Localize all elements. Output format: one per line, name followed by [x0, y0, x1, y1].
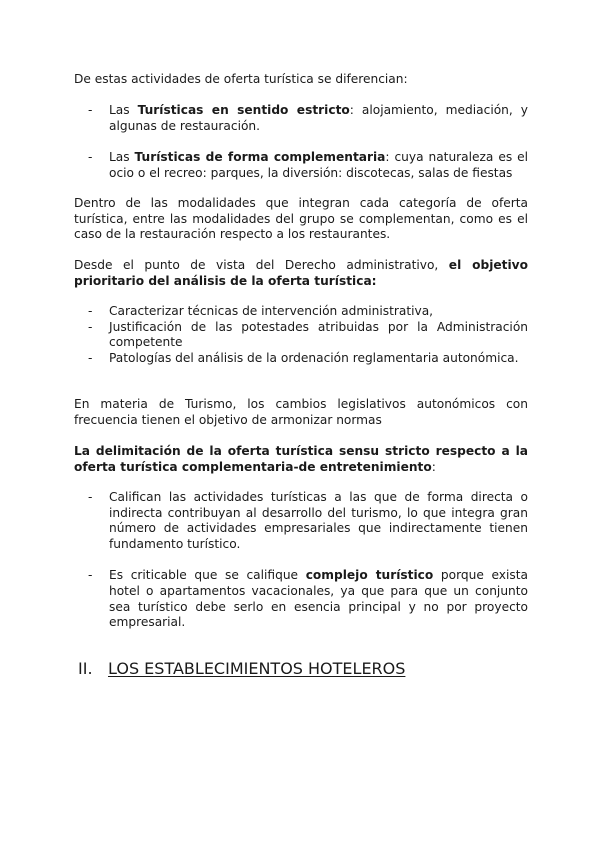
section-heading [78, 659, 405, 679]
objectives-list [88, 304, 528, 366]
list-item: - Patologías del análisis de la ordenación reglamentaria autonómica. [88, 351, 528, 367]
delimitation-list [88, 490, 528, 631]
list-item: - Las Turísticas en sentido estricto: alojamiento, mediación, y algunas de restauración. [88, 103, 528, 134]
section-title: LOS ESTABLECIMIENTOS HOTELEROS [108, 659, 406, 678]
section-number: II. [78, 659, 93, 678]
list-item: - Justificación de las potestades atribuidas por la Administración competente [88, 320, 528, 351]
list-item: - Califican las actividades turísticas a las que de forma directa o indirecta contribuyan al desarrollo del turismo, lo que integra gran número de actividades empresariales que indirectamente tienen fundamento turístico. [88, 490, 528, 552]
intro-paragraph: De estas actividades de oferta turística se diferencian: [74, 72, 408, 86]
list-item: - Caracterizar técnicas de intervención administrativa, [88, 304, 528, 320]
list-item: - Es criticable que se califique complejo turístico porque exista hotel o apartamentos vacacionales, ya que para que un conjunto sea turístico debe serlo en esencia principal y no por proyecto empresarial. [88, 568, 528, 630]
modalities-paragraph: Dentro de las modalidades que integran cada categoría de oferta turística, entre las modalidades del grupo se complementan, como es el caso de la restauración respecto a los restaurantes. [74, 196, 528, 242]
list-item: - Las Turísticas de forma complementaria: cuya naturaleza es el ocio o el recreo: parques, la diversión: discotecas, salas de fiestas [88, 150, 528, 181]
activity-types-list [88, 103, 528, 181]
delimitation-paragraph: La delimitación de la oferta turística sensu stricto respecto a la oferta turística complementaria-de entretenimiento: [74, 444, 528, 474]
objective-paragraph: Desde el punto de vista del Derecho administrativo, el objetivo prioritario del análisis de la oferta turística: [74, 258, 528, 288]
tourism-law-paragraph: En materia de Turismo, los cambios legislativos autonómicos con frecuencia tienen el objetivo de armonizar normas [74, 397, 528, 427]
